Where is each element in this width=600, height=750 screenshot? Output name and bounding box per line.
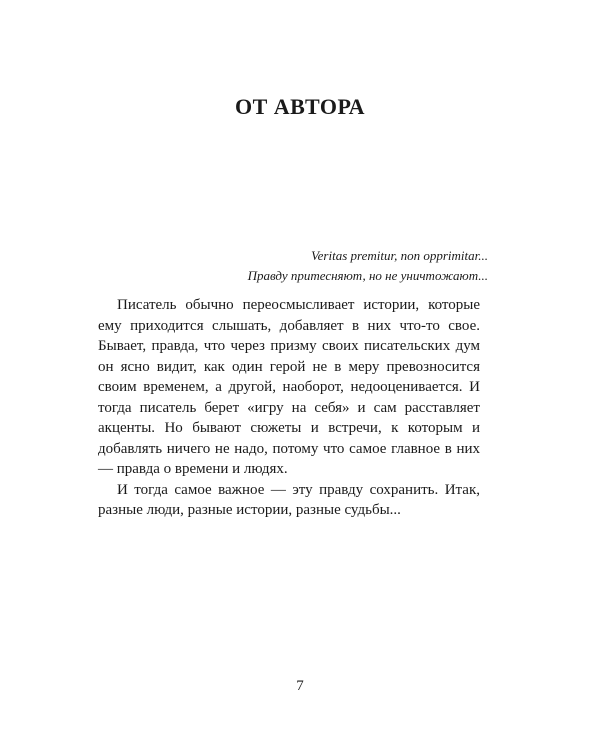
body-text: [98, 295, 480, 521]
epigraph: [108, 246, 488, 286]
epigraph-latin: Veritas premitur, non opprimitar...: [311, 248, 488, 263]
paragraph-2: И тогда самое важное — эту правду сохранить. Итак, разные люди, разные истории, разные судьбы...: [98, 481, 480, 518]
paragraph-1: Писатель обычно переосмысливает истории, которые ему приходится слышать, добавляет в них что-то свое. Бывает, правда, что через призму своих писательских дум он ясно видит, как один герой не в меру превозносится своим временем, а другой, наоборот, недооценивается. И тогда писатель берет «игру на себя» и сам расставляет акценты. Но бывают сюжеты и встречи, к которым и добавлять ничего не надо, потому что самое главное в них — правда о времени и людях.: [98, 297, 480, 477]
epigraph-translation: Правду притесняют, но не уничтожают...: [247, 268, 488, 283]
page-title: ОТ АВТОРА: [234, 94, 366, 119]
page-number: 7: [296, 678, 304, 694]
